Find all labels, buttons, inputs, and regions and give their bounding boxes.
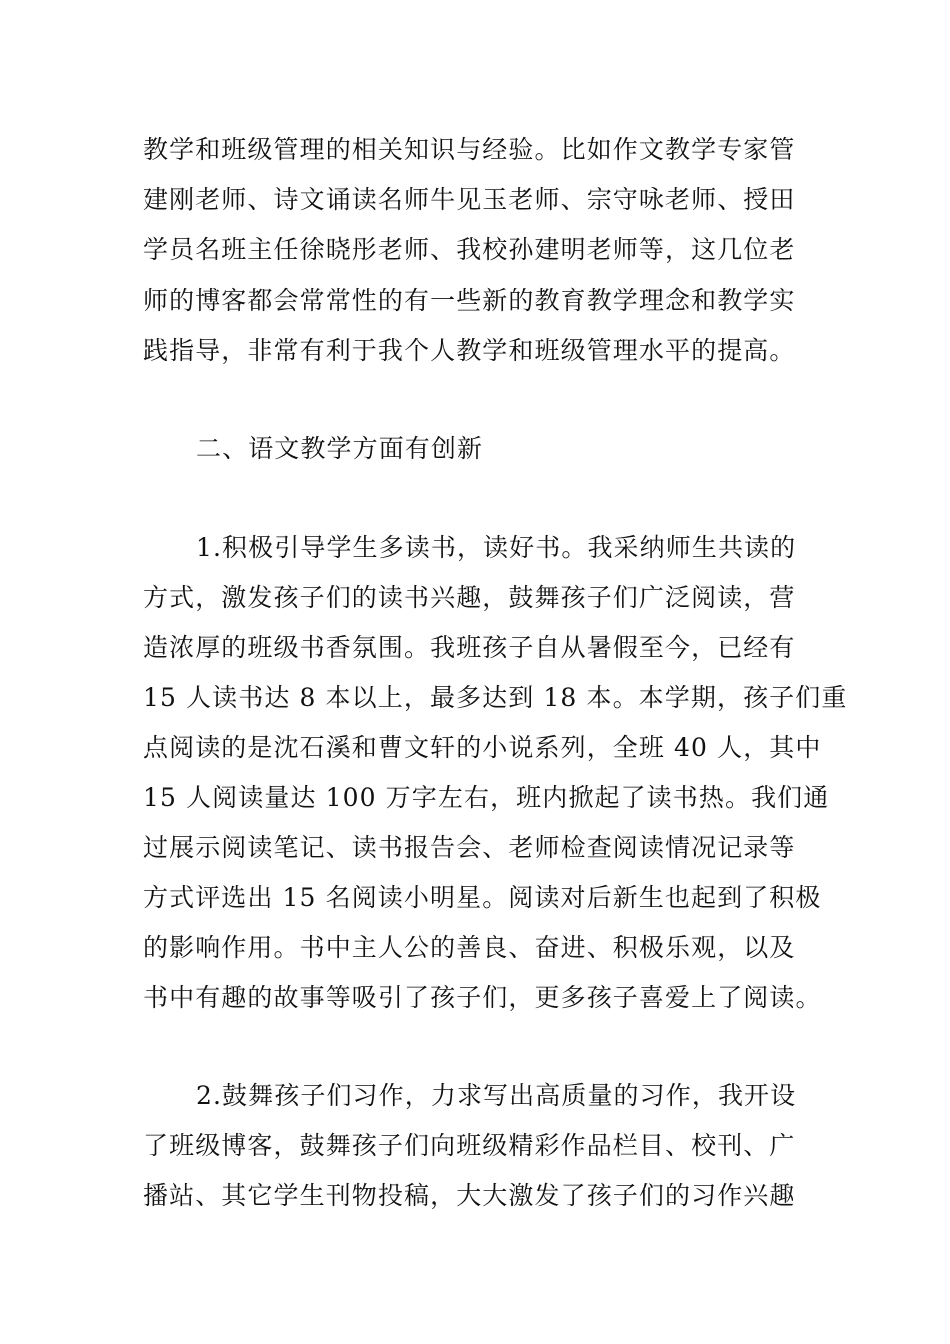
text-line: 造浓厚的班级书香氛围。我班孩子自从暑假至今，已经有 bbox=[143, 633, 796, 662]
text-line: 了班级博客，鼓舞孩子们向班级精彩作品栏目、校刊、广 bbox=[143, 1131, 796, 1160]
text-line: 播站、其它学生刊物投稿，大大激发了孩子们的习作兴趣 bbox=[143, 1181, 796, 1210]
text-line: 1.积极引导学生多读书，读好书。我采纳师生共读的 bbox=[196, 533, 797, 562]
text-line: 2.鼓舞孩子们习作，力求写出高质量的习作，我开设 bbox=[196, 1081, 797, 1110]
text-line: 15 人阅读量达 100 万字左右，班内掀起了读书热。我们通 bbox=[143, 783, 830, 812]
text-line: 师的博客都会常常性的有一些新的教育教学理念和教学实 bbox=[143, 286, 796, 315]
text-line: 方式评选出 15 名阅读小明星。阅读对后新生也起到了积极 bbox=[143, 883, 822, 912]
text-line: 点阅读的是沈石溪和曹文轩的小说系列，全班 40 人，其中 bbox=[143, 733, 822, 762]
text-line: 教学和班级管理的相关知识与经验。比如作文教学专家管 bbox=[143, 135, 796, 164]
text-line: 15 人读书达 8 本以上，最多达到 18 本。本学期，孩子们重 bbox=[143, 683, 848, 712]
text-line: 过展示阅读笔记、读书报告会、老师检查阅读情况记录等 bbox=[143, 833, 796, 862]
text-line: 学员名班主任徐晓彤老师、我校孙建明老师等，这几位老 bbox=[143, 235, 796, 264]
text-line: 建刚老师、诗文诵读名师牛见玉老师、宗守咏老师、授田 bbox=[143, 185, 796, 214]
text-line: 践指导，非常有利于我个人教学和班级管理水平的提高。 bbox=[143, 336, 796, 365]
section-heading: 二、语文教学方面有创新 bbox=[196, 434, 484, 463]
text-line: 方式，激发孩子们的读书兴趣，鼓舞孩子们广泛阅读，营 bbox=[143, 583, 796, 612]
text-line: 书中有趣的故事等吸引了孩子们，更多孩子喜爱上了阅读。 bbox=[143, 983, 822, 1012]
text-line: 的影响作用。书中主人公的善良、奋进、积极乐观，以及 bbox=[143, 933, 796, 962]
